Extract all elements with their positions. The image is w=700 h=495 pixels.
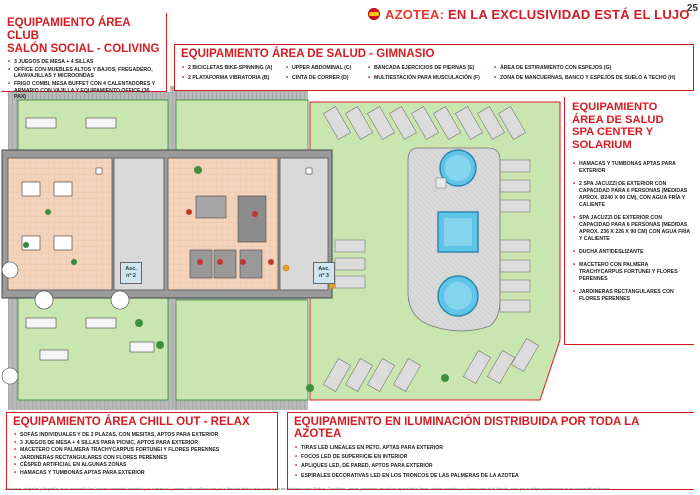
chillout-equipment-box — [6, 412, 278, 490]
spa-item: • JARDINERAS RECTANGULARES CON FLORES PERENNES — [572, 289, 690, 303]
club-title-line1: EQUIPAMIENTO ÁREA CLUB — [7, 17, 131, 42]
lighting-equipment-box — [287, 412, 694, 490]
gym-equipment-box — [174, 44, 694, 91]
spa-equipment-box — [564, 97, 694, 345]
page-title — [385, 7, 690, 22]
gym-column — [367, 65, 489, 84]
spa-title-line1: EQUIPAMIENTO — [572, 101, 658, 113]
spain-flag-icon — [368, 8, 380, 20]
lighting-item: • APLIQUES LED, DE PARED, APTOS PARA EXTERIOR — [294, 463, 688, 470]
page-header — [368, 4, 694, 24]
gym-columns — [181, 65, 687, 84]
lighting-item: • ESPIRALES DECORATIVAS LED EN LOS TRONCOS DE LAS PALMERAS DE LA AZOTEA — [294, 473, 688, 480]
legal-footer: Los planos, infografías y fotografías de se documentI e tienI carácter meramente informativo y no contractual, y pueden sufrir modificaciones por la dirección técnica del proyecto o por las Administraciones Públicas. El mobiliario, plantas y elementos decorativos representados tienen carácter orientativo y no forman parte de la dotación, salvo que se indique expresamente en las características técnicas. — [5, 487, 611, 491]
gym-item: • ZONA DE MANCUERNAS, BANCO Y ESPEJOS DE SUELO A TECHO (H) — [493, 75, 693, 82]
spa-title — [572, 101, 690, 151]
gym-item: • UPPER ABDOMINAL (C) — [285, 65, 363, 72]
elevator-2-number: nº 2 — [126, 272, 136, 279]
gym-title: EQUIPAMIENTO ÁREA DE SALUD - GIMNASIO — [181, 48, 435, 60]
spa-item: • SPA JACUZZI DE EXTERIOR CON CAPACIDAD PARA 6 PERSONAS (MEDIDAS APROX. 236 X 226 X 90 CM) CON AGUA FRÍA Y CALIENTE — [572, 215, 690, 243]
chillout-title: EQUIPAMIENTO ÁREA CHILL OUT - RELAX — [13, 416, 250, 428]
gym-item: • 2 PLATAFORMA VIBRATORIA (B) — [181, 75, 281, 82]
lighting-item: • FOCOS LED DE SUPERFICIE EN INTERIOR — [294, 454, 688, 461]
page-title-prefix: AZOTEA: — [385, 6, 445, 22]
gym-item: • MULTIESTACIÓN PARA MUSCULACIÓN (F) — [367, 75, 489, 82]
chillout-item: • HAMACAS Y TUMBONAS APTAS PARA EXTERIOR — [13, 470, 271, 477]
spa-item: • 2 SPA JACUZZI DE EXTERIOR CON CAPACIDAD PARA 6 PERSONAS (MEDIDAS APROX. Ø240 X 90 CM), CON AGUA FRÍA Y CALIENTE — [572, 181, 690, 209]
spa-item: • MACETERO CON PALMERA TRACHYCARPUS FORTUNEI Y FLORES PERENNES — [572, 262, 690, 283]
lighting-item: • TIRAS LED LINEALES EN PETO, APTAS PARA EXTERIOR — [294, 445, 688, 452]
chillout-item: • MACETERO CON PALMERA TRACHYCARPUS FORTUNEI Y FLORES PERENNES — [13, 447, 271, 454]
elevator-3-label: Asc. — [318, 266, 330, 272]
chillout-item: • 3 JUEGOS DE MESA + 4 SILLAS PARA PICNIC, APTOS PARA EXTERIOR — [13, 440, 271, 447]
spa-title-line3: SPA CENTER Y — [572, 126, 654, 138]
gym-column — [285, 65, 363, 84]
club-title-line2: SALÓN SOCIAL - COLIVING — [7, 43, 160, 55]
gym-item: • CINTA DE CORRER (D) — [285, 75, 363, 82]
page-number: 25 — [686, 3, 698, 14]
club-item: • 3 JUEGOS DE MESA + 4 SILLAS — [7, 59, 162, 66]
club-item: • FRIGO COMBI, MESA BUFFET CON 4 CALENTADORES Y ARMARIO CON VAJILLA Y EQUIPAMIENTO OFFICE (36 PAX) — [7, 81, 162, 101]
chillout-list — [13, 432, 271, 477]
gym-column — [493, 65, 693, 84]
spa-title-line2: ÁREA DE SALUD — [572, 113, 664, 126]
page-title-rest: EN LA EXCLUSIVIDAD ESTÁ EL LUJO — [447, 6, 690, 22]
spa-item: • DUCHA ANTIDESLIZANTE — [572, 249, 690, 256]
lighting-title: EQUIPAMIENTO EN ILUMINACIÓN DISTRIBUIDA POR TODA LA AZOTEA — [294, 416, 640, 440]
spa-title-line4: SOLARIUM — [572, 138, 632, 151]
spa-item: • HAMACAS Y TUMBONAS APTAS PARA EXTERIOR — [572, 161, 690, 175]
lighting-list — [294, 445, 688, 479]
club-list — [7, 59, 162, 101]
club-title — [7, 17, 162, 56]
elevator-3 — [313, 262, 335, 284]
gym-item: • ÁREA DE ESTIRAMIENTO CON ESPEJOS (G) — [493, 65, 693, 72]
elevator-2-label: Asc. — [125, 266, 137, 272]
spa-list — [572, 161, 690, 303]
elevator-3-number: nº 3 — [319, 272, 329, 279]
chillout-item: • SOFÁS INDIVIDUALES Y DE 2 PLAZAS, CON MESITAS, APTOS PARA EXTERIOR — [13, 432, 271, 439]
gym-item: • 2 BICICLETAS BIKE-SPINNING (A) — [181, 65, 281, 72]
gym-item: • BANCADA EJERCICIOS DE PIERNAS (E) — [367, 65, 489, 72]
club-equipment-box — [1, 13, 167, 101]
chillout-item: • CÉSPED ARTIFICIAL EN ALGUNAS ZONAS — [13, 462, 271, 469]
gym-column — [181, 65, 281, 84]
elevator-2 — [120, 262, 142, 284]
chillout-item: • JARDINERAS RECTANGULARES CON FLORES PERENNES — [13, 455, 271, 462]
club-item: • OFFICE CON MUEBLES ALTOS Y BAJOS, FREGADERO, LAVAVAJILLAS Y MICROONDAS — [7, 67, 162, 80]
